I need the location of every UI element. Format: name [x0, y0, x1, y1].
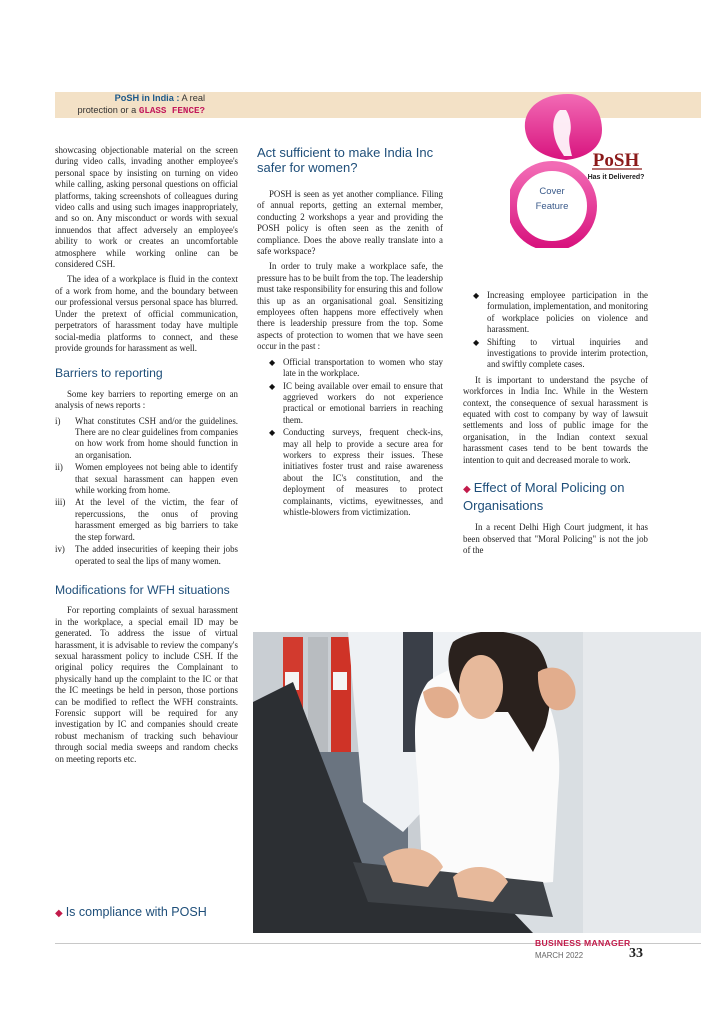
barrier-item — [55, 462, 238, 496]
column-1 — [55, 145, 238, 769]
barrier-text: The added insecurities of keeping their jobs operated to seal the lips of many women. — [75, 544, 238, 566]
wfh-paragraph: For reporting complaints of sexual harassment in the workplace, a special email ID may be generated. To address the issue of virtual harassment, it is advisable to review the company's sexual harassment policy to include CSH. If the original policy requires the Complainant to physically hand up the complaint to the IC or that the IC meetings be held in person, those portions can be modified to reflect the WFH constraints. Forensic support will be required for any investigation by IC and companies should create robust mechanism of tracking such behaviour through social media sweeps and random checks on meeting reports etc. — [55, 605, 238, 764]
diamond-bullet-icon: ◆ — [473, 337, 480, 347]
barrier-number: iv) — [55, 544, 65, 555]
header-subtitle-mid: protection or a — [77, 104, 137, 115]
badge-feature-text: Feature — [535, 201, 569, 212]
diamond-bullet-icon: ◆ — [269, 381, 276, 391]
badge-tagline-text: Has it Delivered? — [587, 174, 645, 181]
barrier-item — [55, 497, 238, 543]
col2-heading: Act sufficient to make India Inc safer for women? — [257, 145, 434, 175]
footer-brand: BUSINESS MANAGER — [535, 938, 631, 948]
harassment-photo — [253, 632, 701, 933]
running-header — [55, 93, 205, 116]
moral-policing-heading-text: Effect of Moral Policing on Organisations — [463, 480, 625, 514]
participation-list — [463, 290, 648, 371]
barrier-number: ii) — [55, 462, 63, 473]
protection-item — [269, 356, 443, 380]
badge-logo-text: PoSH — [592, 150, 640, 171]
diamond-bullet-icon: ◆ — [463, 484, 471, 496]
moral-policing-heading — [463, 480, 648, 514]
compliance-heading-text: Is compliance with POSH — [65, 905, 207, 919]
barrier-text: Women employees not being able to identify that sexual harassment can happen even while working from home. — [75, 462, 238, 496]
col1-paragraph-2: The idea of a workplace is fluid in the context of a work from home, and the boundary between our professional versus personal space has blurred. Under the pretext of official communication, perpetrators of harassment today have multiple social-media platforms to connect, and these provide grounds for harassment as well. — [55, 274, 238, 353]
diamond-bullet-icon: ◆ — [473, 291, 480, 300]
photo-right-background — [583, 632, 701, 933]
barrier-item — [55, 416, 238, 462]
participation-item — [473, 290, 648, 336]
barrier-text: At the level of the victim, the fear of repercussions, the onus of proving harassment emerged as big barriers to take the step forward. — [75, 497, 238, 542]
barrier-number: iii) — [55, 497, 66, 508]
col2-paragraph-1: POSH is seen as yet another compliance. Filing of annual reports, getting an external member, conducting 2 workshops a year and providing the POSH policy is often seen as the zenith of compliance. Does the above really translate into a safe workspace? — [257, 189, 443, 257]
barrier-text: What constitutes CSH and/or the guidelines. There are no clear guidelines from companies on how work from home should function in an organisation. — [75, 415, 238, 460]
column-2 — [257, 145, 443, 522]
protection-text: IC being available over email to ensure that aggrieved workers do not experience practical or emotional barriers in reaching them. — [283, 380, 443, 425]
wfh-heading: Modifications for WFH situations — [55, 582, 230, 597]
barriers-list — [55, 416, 238, 567]
protection-text: Conducting surveys, frequent check-ins, may all help to provide a secure area for workers to express their issues. These initiatives foster trust and raise awareness about the IC's constitution, and the deployment of measures to protect complainants, victims, eyewitnesses, and whistle-blowers from victimization. — [283, 427, 443, 517]
footer-date: MARCH 2022 — [535, 951, 584, 960]
col2-paragraph-2: In order to truly make a workplace safe, the pressure has to be built from the top. The leadership must take responsibility for ensuring this and follow this up as an organisational goal. Sensitizing employees often happens more effectively when there is leadership pressure from the top. Some aspects of protection to women that we have seen occur in the past : — [257, 261, 443, 352]
barrier-number: i) — [55, 415, 61, 426]
badge-cover-text: Cover — [539, 186, 565, 197]
barriers-intro: Some key barriers to reporting emerge on an analysis of news reports : — [55, 388, 238, 411]
diamond-bullet-icon: ◆ — [269, 357, 276, 367]
protection-item — [269, 380, 443, 427]
posh-cover-feature-badge — [510, 88, 655, 248]
compliance-heading — [55, 905, 207, 919]
protection-list — [257, 357, 443, 519]
col3-paragraph-2: In a recent Delhi High Court judgment, it has been observed that "Moral Policing" is not the job of the — [463, 522, 648, 555]
woman-face — [459, 655, 503, 719]
protection-item — [269, 427, 443, 518]
col3-paragraph-1: It is important to understand the psyche of workforces in India Inc. While in the Western context, the consequence of sexual harassment is equated with cost to company by way of lawsuit settlements and loss of public image for the organisation, in the Indian context sexual harassment cases tend to be bent towards the intention to quit and decreased morale to work. — [463, 374, 648, 465]
header-glass-fence: GLASS FENCE? — [138, 104, 205, 116]
header-topic: PoSH in India : — [114, 93, 180, 103]
participation-item — [473, 336, 648, 371]
page-number: 33 — [629, 946, 643, 961]
binder-label — [333, 672, 347, 690]
diamond-bullet-icon: ◆ — [269, 428, 276, 438]
column-3 — [463, 290, 648, 560]
diamond-bullet-icon: ◆ — [55, 908, 63, 919]
protection-text: Official transportation to women who stay late in the workplace. — [283, 356, 443, 379]
participation-text: Shifting to virtual inquiries and investigations to provide interim protection, and swiftly complete cases. — [487, 336, 648, 370]
header-subtitle-pre: A real — [181, 93, 205, 103]
barrier-item — [55, 544, 238, 567]
col1-paragraph-1: showcasing objectionable material on the screen during video calls, invading another employee's personal space by insisting on turning on video while calling, asking personal questions on official platforms, taking screenshots of colleagues during video calls and using such images inappropriately, and so on. Any misconduct or words with sexual innuendos that affect adversely an employee's ability to work or creates an uncomfortable atmosphere while working online can be considered CSH. — [55, 145, 238, 270]
participation-text: Increasing employee participation in the formulation, implementation, and monitoring of workplace policies on violence and harassment. — [487, 290, 648, 335]
barriers-heading: Barriers to reporting — [55, 366, 163, 381]
